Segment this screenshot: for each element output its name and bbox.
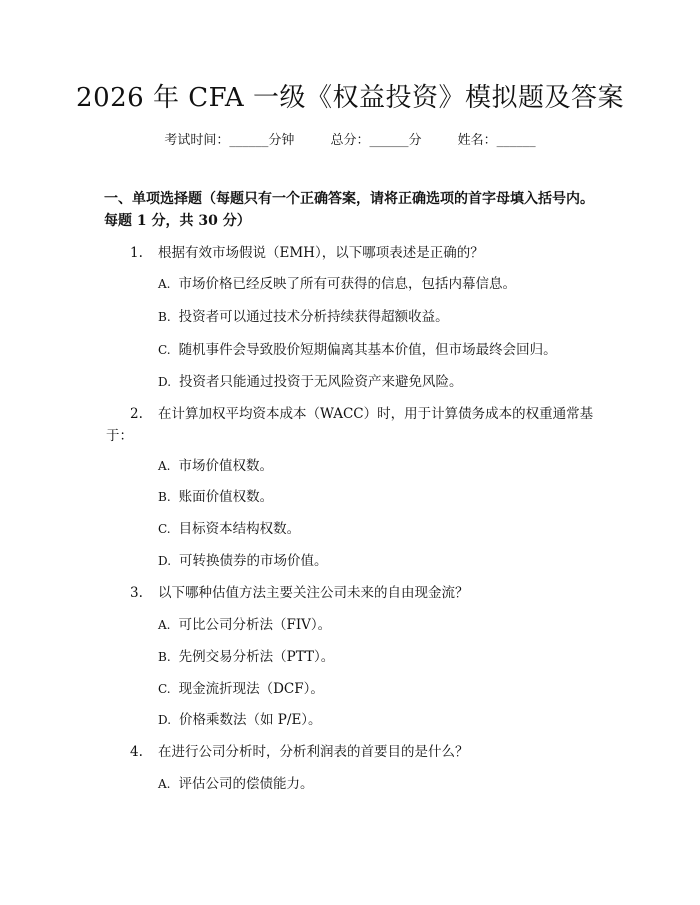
option-text: 目标资本结构权数。 [178,521,301,537]
section-heading-line-2: 每题 1 分，共 30 分） [104,213,251,229]
option-letter: A. [158,777,171,791]
option-text: 价格乘数法（如 P/E）。 [179,712,322,728]
option-text: 现金流折现法（DCF）。 [178,681,324,697]
question-text: 在计算加权平均资本成本（WACC）时，用于计算债务成本的权重通常基 [158,406,594,422]
option-letter: B. [158,310,171,324]
option-letter: D. [158,375,172,389]
option-text: 市场价值权数。 [178,458,273,474]
option-letter: D. [158,554,172,568]
option-3b [158,646,334,668]
option-2b [158,486,273,508]
option-text: 投资者只能通过投资于无风险资产来避免风险。 [179,374,463,390]
question-text: 以下哪种估值方法主要关注公司未来的自由现金流？ [158,585,469,601]
question-text: 在进行公司分析时，分析利润表的首要目的是什么？ [158,744,469,760]
option-text: 先例交易分析法（PTT）。 [178,649,335,665]
exam-name: 姓名：______ [457,133,536,148]
option-text: 可比公司分析法（FIV）。 [178,617,332,633]
option-text: 投资者可以通过技术分析持续获得超额收益。 [178,309,449,325]
option-1c [158,339,557,361]
question-text: 根据有效市场假说（EMH），以下哪项表述是正确的？ [158,245,484,261]
option-2d [158,550,328,572]
option-letter: B. [158,490,171,504]
option-4a [158,773,313,795]
option-letter: D. [158,713,172,727]
option-3d [158,709,322,731]
option-2c [158,518,300,540]
option-letter: A. [158,277,171,291]
document-title: 2026 年 CFA 一级《权益投资》模拟题及答案 [76,83,624,113]
option-letter: A. [158,618,171,632]
option-letter: A. [158,459,171,473]
option-text: 可转换债券的市场价值。 [179,553,328,569]
option-text: 随机事件会导致股价短期偏离其基本价值，但市场最终会回归。 [178,342,557,358]
option-1d [158,371,463,393]
question-number: 4. [130,744,143,760]
question-number: 3. [130,585,143,601]
section-heading-line-1: 一、单项选择题（每题只有一个正确答案，请将正确选项的首字母填入括号内。 [104,191,594,207]
exam-score: 总分：______分 [330,133,422,148]
option-letter: C. [158,522,171,536]
option-2a [158,455,273,477]
option-1b [158,306,449,328]
option-3a [158,614,331,636]
option-text: 市场价格已经反映了所有可获得的信息，包括内幕信息。 [178,276,516,292]
question-text-continued: 于： [106,428,133,444]
option-text: 账面价值权数。 [178,489,274,505]
exam-meta [0,130,700,152]
option-letter: C. [158,343,171,357]
option-text: 评估公司的偿债能力。 [178,776,314,792]
option-3c [158,678,324,700]
section-heading [104,188,594,232]
option-1a [158,273,516,295]
exam-time: 考试时间：______分钟 [164,133,295,148]
question-number: 1. [130,245,143,261]
option-letter: C. [158,682,171,696]
question-number: 2. [130,406,143,422]
option-letter: B. [158,650,171,664]
